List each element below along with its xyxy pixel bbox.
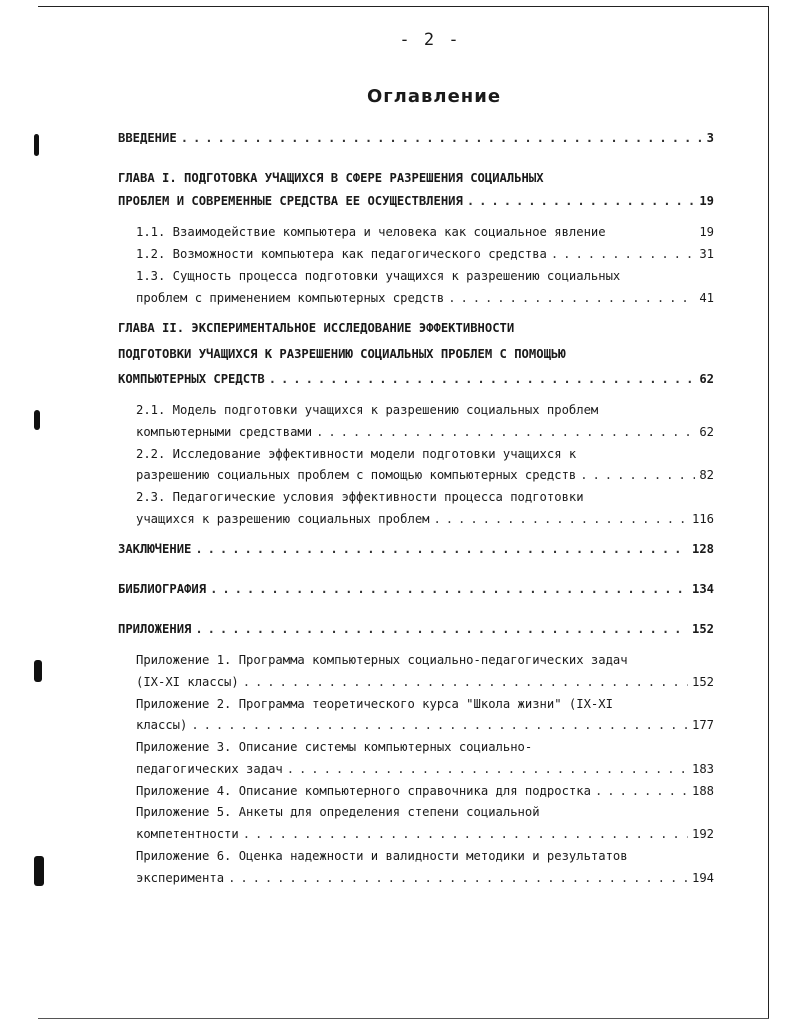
toc-entry-introduction[interactable] [118, 130, 714, 146]
binding-hole-mark [34, 410, 40, 430]
toc-page-number: 134 [691, 582, 714, 596]
leader-dots [448, 290, 695, 306]
binding-hole-mark [34, 856, 44, 886]
toc-entry-label: компьютерными средствами [136, 425, 313, 439]
toc-entry-appendix-5[interactable] [136, 826, 714, 842]
leader-dots [195, 541, 688, 557]
toc-page-number: 116 [691, 512, 714, 526]
toc-entry-appendices[interactable] [118, 621, 714, 637]
toc-entry-label: ПРОБЛЕМ И СОВРЕМЕННЫЕ СРЕДСТВА ЕЕ ОСУЩЕСТВЛЕНИЯ [118, 194, 463, 208]
toc-entry-label: проблем с применением компьютерных средств [136, 291, 445, 305]
page-title: Оглавление [366, 86, 502, 107]
toc-entry-section-1-3[interactable] [136, 290, 714, 306]
toc-entry-conclusion[interactable] [118, 541, 714, 557]
toc-entry-section-2-3[interactable] [136, 511, 714, 527]
toc-entry-label: учащихся к разрешению социальных проблем [136, 512, 430, 526]
scan-border-right [768, 6, 769, 1018]
toc-entry-appendix-3[interactable] [136, 761, 714, 777]
toc-entry-appendix-2[interactable] [136, 717, 714, 733]
toc-page-number: 62 [699, 425, 714, 439]
leader-dots [191, 717, 688, 733]
toc-entry-label: Приложение 4. Описание компьютерного справочника для подростка [136, 784, 591, 798]
toc-page-number: 62 [699, 372, 714, 386]
toc-entry-appendix-6[interactable] [136, 870, 714, 886]
toc-chapter-2-line-1[interactable]: ГЛАВА II. ЭКСПЕРИМЕНТАЛЬНОЕ ИССЛЕДОВАНИЕ ЭФФЕКТИВНОСТИ [118, 321, 515, 335]
toc-page-number: 3 [706, 131, 714, 145]
binding-hole-mark [34, 660, 42, 682]
toc-page-number: 41 [699, 291, 714, 305]
toc-appendix-1-line-1[interactable]: Приложение 1. Программа компьютерных социально-педагогических задач [136, 653, 628, 667]
leader-dots [243, 826, 688, 842]
leader-dots [269, 371, 696, 387]
scan-border-bottom [38, 1018, 769, 1019]
toc-entry-section-2-1[interactable] [136, 424, 714, 440]
toc-section-1-3-line-1[interactable]: 1.3. Сущность процесса подготовки учащихся к разрешению социальных [136, 269, 621, 283]
toc-page-number: 183 [691, 762, 714, 776]
toc-appendix-3-line-1[interactable]: Приложение 3. Описание системы компьютерных социально- [136, 740, 533, 754]
toc-entry-label: разрешению социальных проблем с помощью компьютерных средств [136, 468, 577, 482]
toc-entry-bibliography[interactable] [118, 581, 714, 597]
leader-dots [551, 246, 695, 262]
leader-dots [287, 761, 688, 777]
toc-appendix-5-line-1[interactable]: Приложение 5. Анкеты для определения степени социальной [136, 805, 540, 819]
toc-entry-chapter-1[interactable] [118, 193, 714, 209]
toc-chapter-1-line-1[interactable]: ГЛАВА I. ПОДГОТОВКА УЧАЩИХСЯ В СФЕРЕ РАЗРЕШЕНИЯ СОЦИАЛЬНЫХ [118, 171, 544, 185]
binding-hole-mark [34, 134, 39, 156]
toc-entry-label: эксперимента [136, 871, 225, 885]
leader-dots [580, 467, 695, 483]
leader-dots [316, 424, 695, 440]
page-number: - 2 - [399, 30, 461, 50]
toc-entry-label: классы) [136, 718, 188, 732]
toc-chapter-2-line-2[interactable]: ПОДГОТОВКИ УЧАЩИХСЯ К РАЗРЕШЕНИЮ СОЦИАЛЬНЫХ ПРОБЛЕМ С ПОМОЩЬЮ [118, 347, 566, 361]
toc-page-number: 82 [699, 468, 714, 482]
toc-appendix-2-line-1[interactable]: Приложение 2. Программа теоретического курса "Школа жизни" (IX-XI [136, 697, 613, 711]
toc-entry-label: 1.1. Взаимодействие компьютера и человека как социальное явление [136, 225, 606, 239]
toc-section-2-2-line-1[interactable]: 2.2. Исследование эффективности модели подготовки учащихся к [136, 447, 577, 461]
toc-section-2-3-line-1[interactable]: 2.3. Педагогические условия эффективности процесса подготовки [136, 490, 584, 504]
toc-appendix-6-line-1[interactable]: Приложение 6. Оценка надежности и валидности методики и результатов [136, 849, 628, 863]
toc-entry-label: педагогических задач [136, 762, 283, 776]
toc-entry-appendix-4[interactable] [136, 783, 714, 799]
toc-entry-section-1-2[interactable] [136, 246, 714, 262]
leader-dots [243, 674, 688, 690]
toc-entry-label: ЗАКЛЮЧЕНИЕ [118, 542, 192, 556]
toc-entry-section-1-1[interactable] [136, 224, 714, 240]
toc-page-number: 152 [691, 675, 714, 689]
toc-entry-label: компетентности [136, 827, 239, 841]
toc-page-number: 188 [691, 784, 714, 798]
leader-dots [595, 783, 688, 799]
toc-page-number: 19 [699, 194, 714, 208]
toc-entry-label: КОМПЬЮТЕРНЫХ СРЕДСТВ [118, 372, 265, 386]
leader-dots [181, 130, 703, 146]
toc-entry-section-2-2[interactable] [136, 467, 714, 483]
toc-page-number: 128 [691, 542, 714, 556]
toc-entry-label: ПРИЛОЖЕНИЯ [118, 622, 192, 636]
toc-page-number: 192 [691, 827, 714, 841]
toc-page-number: 152 [691, 622, 714, 636]
leader-dots [195, 621, 688, 637]
toc-entry-label: БИБЛИОГРАФИЯ [118, 582, 207, 596]
leader-dots [467, 193, 695, 209]
toc-entry-label: ВВЕДЕНИЕ [118, 131, 177, 145]
toc-page-number: 177 [691, 718, 714, 732]
toc-entry-label: (IX-XI классы) [136, 675, 239, 689]
toc-section-2-1-line-1[interactable]: 2.1. Модель подготовки учащихся к разрешению социальных проблем [136, 403, 599, 417]
leader-dots [434, 511, 688, 527]
toc-page-number: 19 [699, 225, 714, 239]
toc-entry-label: 1.2. Возможности компьютера как педагогического средства [136, 247, 547, 261]
leader-dots [228, 870, 688, 886]
scan-border-top [38, 6, 768, 7]
leader-dots [210, 581, 688, 597]
toc-page-number: 31 [699, 247, 714, 261]
toc-entry-appendix-1[interactable] [136, 674, 714, 690]
toc-entry-chapter-2[interactable] [118, 371, 714, 387]
toc-page-number: 194 [691, 871, 714, 885]
